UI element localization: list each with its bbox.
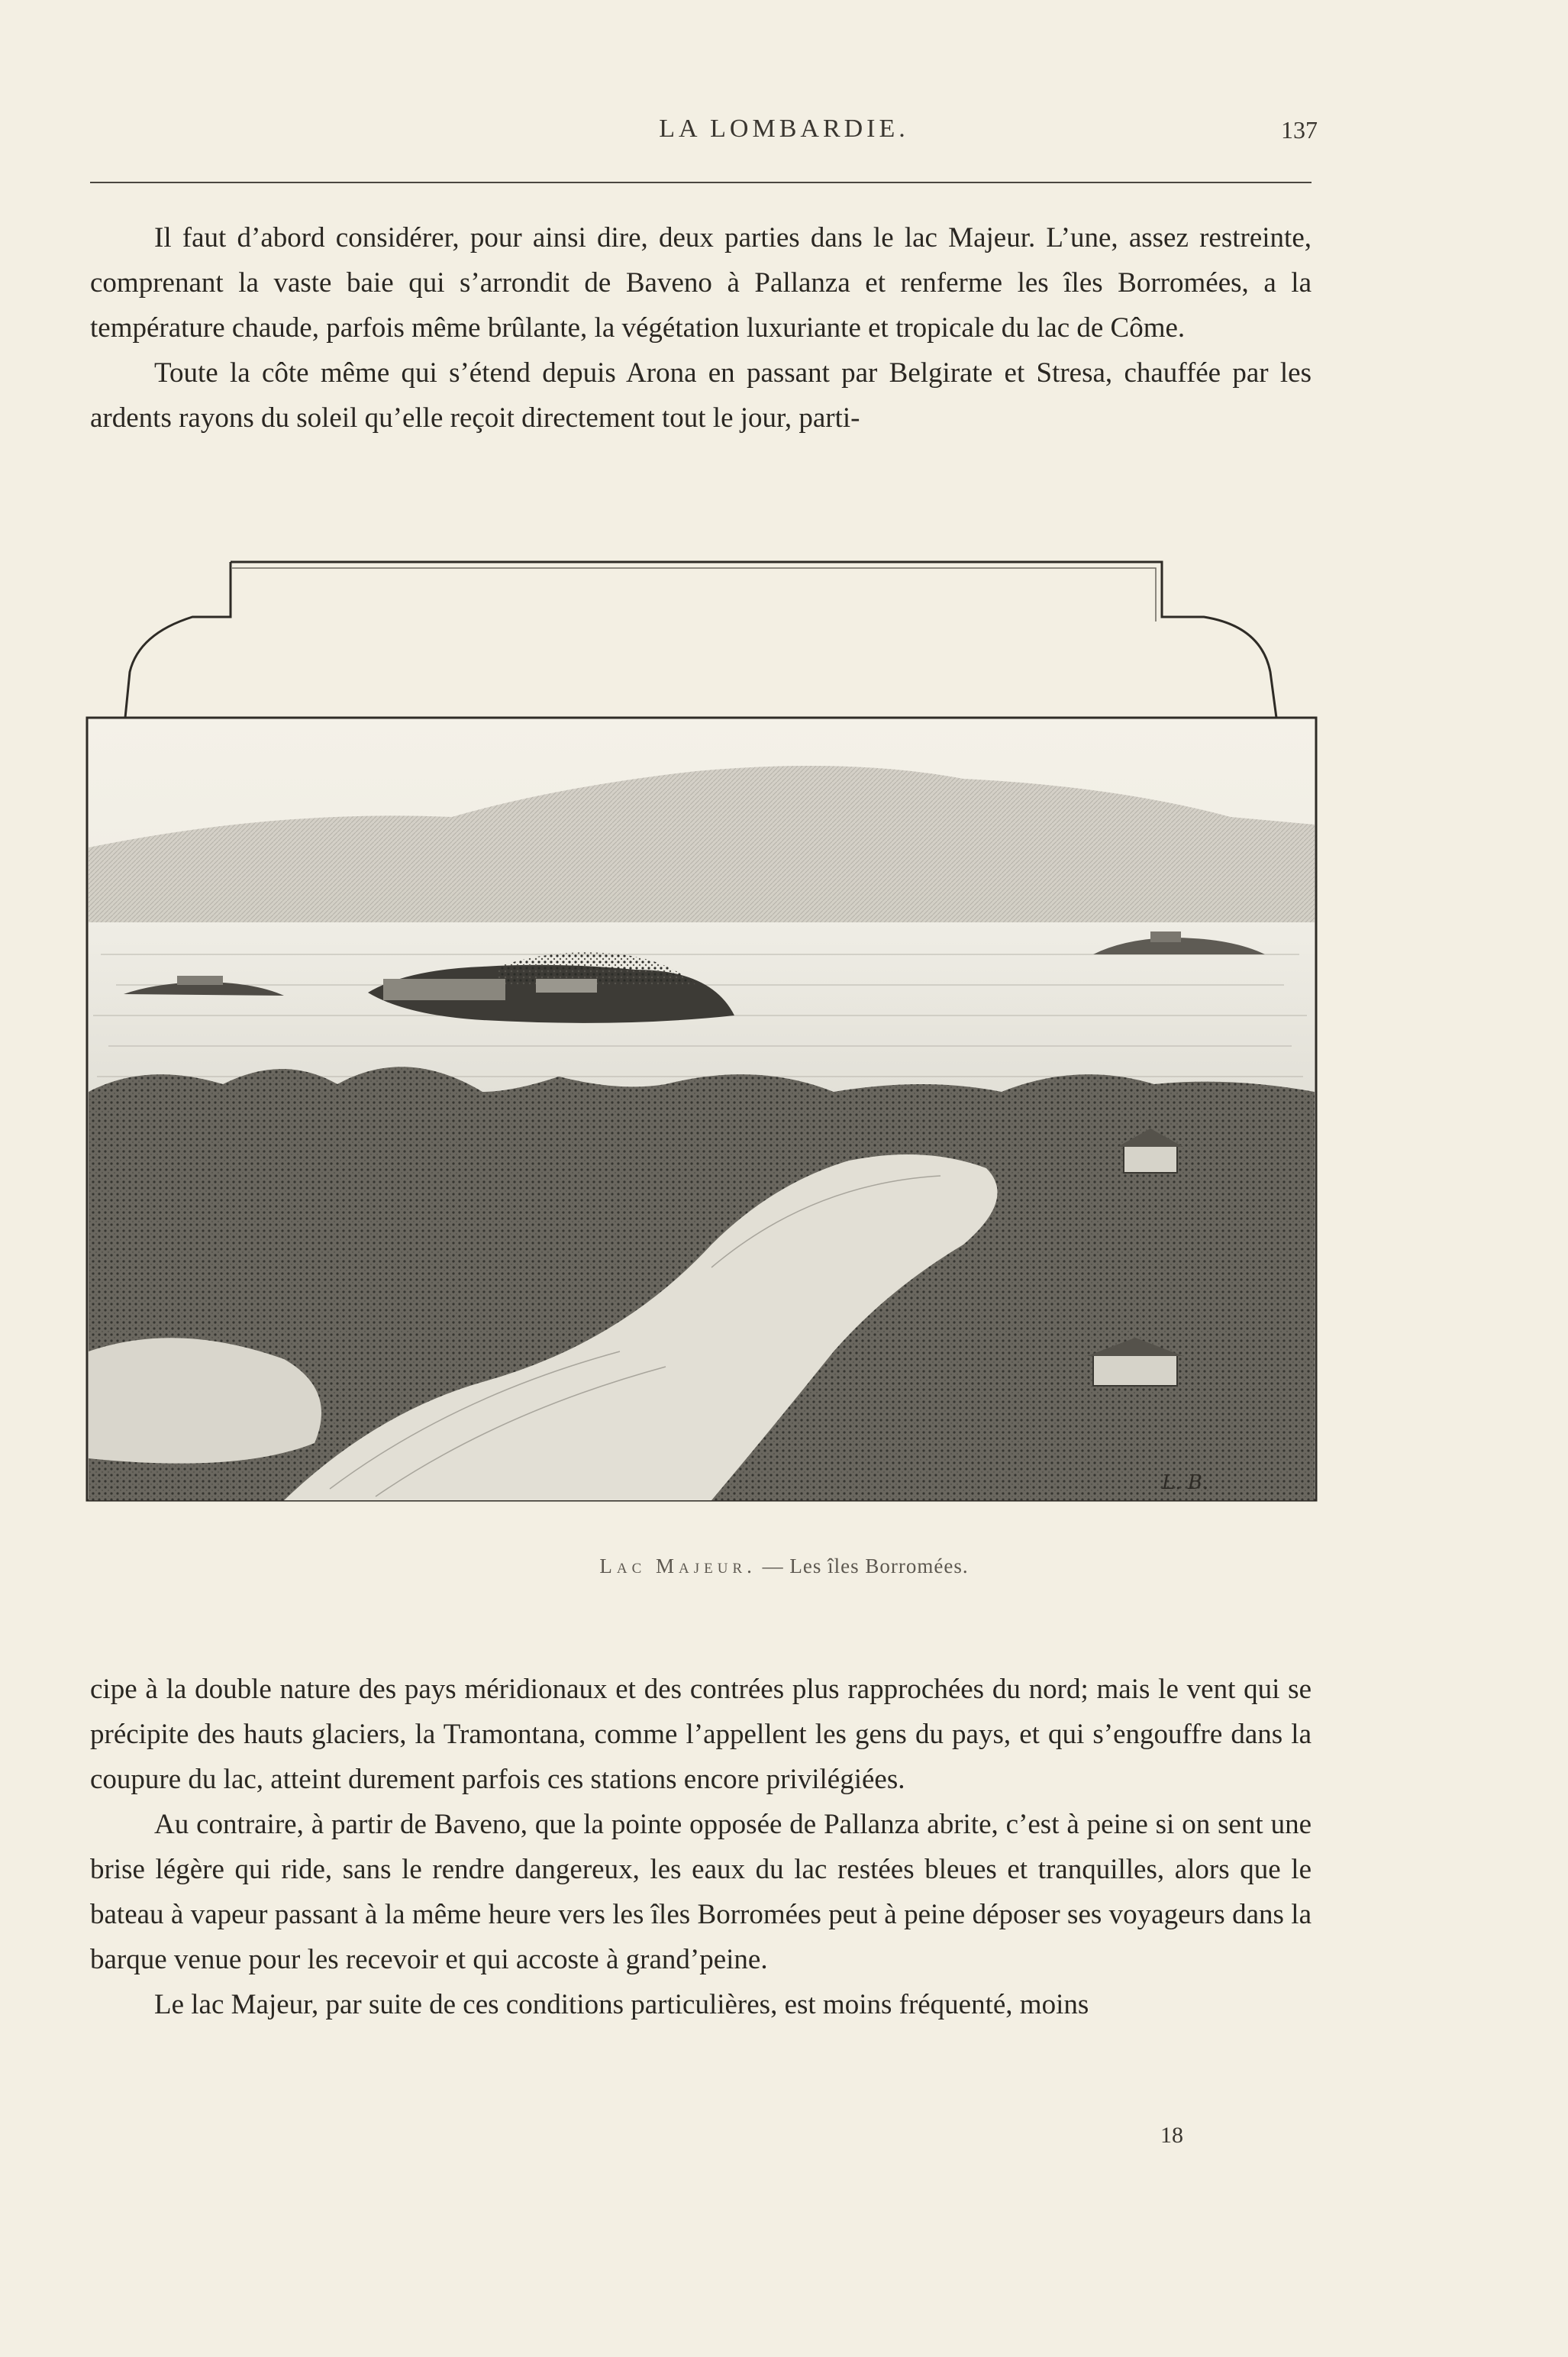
paragraph: Le lac Majeur, par suite de ces conditions particulières, est moins fréquenté, moins <box>154 1989 1089 2020</box>
frame-ornament-right <box>231 562 1276 718</box>
frame-ornament-left <box>125 562 231 718</box>
running-title: LA LOMBARDIE. <box>659 115 909 143</box>
caption-subject: Les îles Borromées. <box>789 1555 969 1577</box>
body-text-top <box>90 215 1312 441</box>
paragraph: Au contraire, à partir de Baveno, que la pointe opposée de Pallanza abrite, c’est à peine si on sent une brise légère qui ride, sans le rendre dangereux, les eaux du lac restées bleues et tranquilles, alors que le bateau à vapeur passant à la même heure vers les îles Borromées peut à peine déposer ses voyageurs dans la barque venue pour les recevoir et qui accoste à grand’peine. <box>90 1809 1312 1975</box>
body-text-bottom <box>90 1667 1312 2027</box>
engraving-figure <box>85 557 1318 1508</box>
caption-dash: — <box>762 1555 784 1577</box>
running-head <box>0 115 1568 153</box>
signature-mark: 18 <box>1160 2123 1183 2148</box>
header-rule <box>90 182 1312 183</box>
paragraph: Il faut d’abord considérer, pour ainsi dire, deux parties dans le lac Majeur. L’une, assez restreinte, comprenant la vaste baie qui s’arrondit de Baveno à Pallanza et renferme les îles Borromées, a la température chaude, parfois même brûlante, la végétation luxuriante et tropicale du lac de Côme. <box>90 222 1312 344</box>
paragraph: Toute la côte même qui s’étend depuis Arona en passant par Belgirate et Stresa, chauffée par les ardents rayons du soleil qu’elle reçoit directement tout le jour, parti- <box>90 357 1312 434</box>
engraver-signature: L. B. <box>1162 1471 1209 1494</box>
engraving-lake-landscape <box>85 557 1318 1508</box>
paragraph: cipe à la double nature des pays méridionaux et des contrées plus rapprochées du nord; mais le vent qui se précipite des hauts glaciers, la Tramontana, comme l’appellent les gens du pays, et qui s’engouffre dans la coupure du lac, atteint durement parfois ces stations encore privilégiées. <box>90 1674 1312 1795</box>
figure-caption <box>0 1555 1568 1578</box>
caption-place: Lac Majeur. <box>599 1555 757 1577</box>
page-number: 137 <box>1281 116 1318 144</box>
